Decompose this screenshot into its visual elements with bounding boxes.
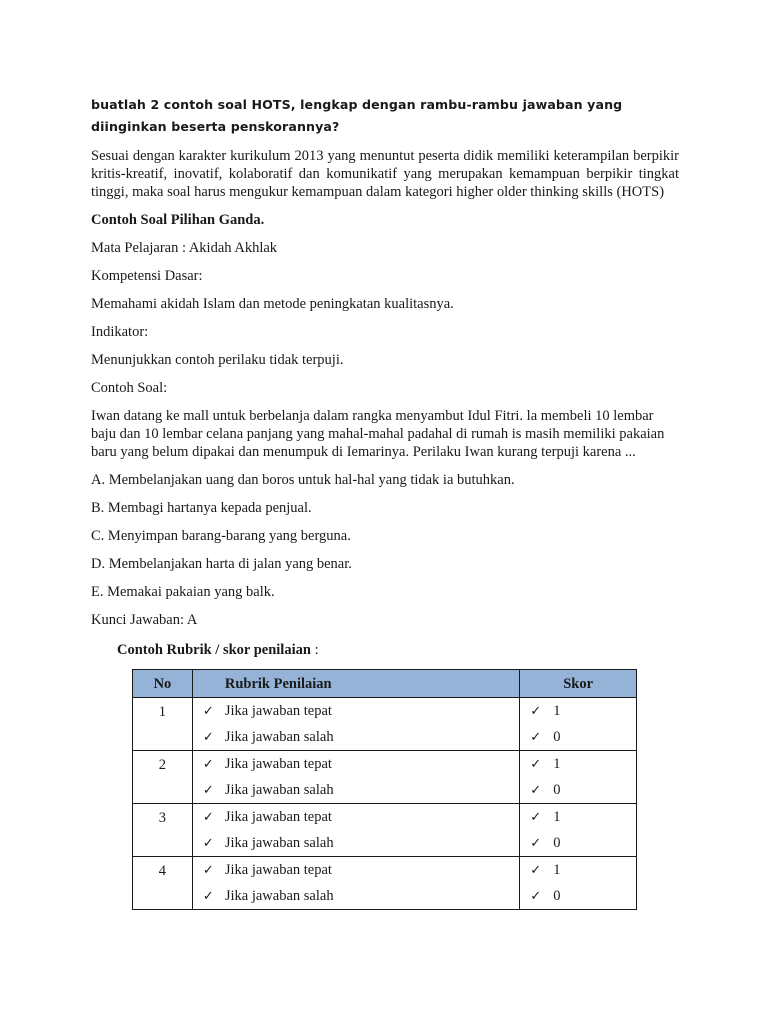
indikator-label: Indikator: <box>91 324 149 340</box>
header-rubrik: Rubrik Penilaian <box>192 670 519 698</box>
rubrik-item: Jika jawaban salah <box>224 835 334 851</box>
rubrik-item: Jika jawaban tepat <box>224 862 332 878</box>
check-icon: ✓ <box>530 704 542 719</box>
option-a: A. Membelanjakan uang dan boros untuk hal-hal yang tidak ia butuhkan. <box>91 472 515 488</box>
score-value: 1 <box>553 809 561 825</box>
option-e: E. Memakai pakaian yang balk. <box>91 584 275 600</box>
kompetensi-dasar-text: Memahami akidah Islam dan metode peningkatan kualitasnya. <box>91 296 454 312</box>
score-value: 1 <box>553 703 561 719</box>
header-no: No <box>133 670 193 698</box>
option-b: B. Membagi hartanya kepada penjual. <box>91 500 312 516</box>
rubrik-item: Jika jawaban salah <box>224 782 334 798</box>
check-icon: ✓ <box>202 730 214 745</box>
score-value: 0 <box>553 729 561 745</box>
check-icon: ✓ <box>202 783 214 798</box>
check-icon: ✓ <box>202 836 214 851</box>
question-title: buatlah 2 contoh soal HOTS, lengkap dengan rambu-rambu jawaban yang diinginkan beserta penskorannya? <box>91 97 623 134</box>
contoh-soal-label: Contoh Soal: <box>91 380 168 396</box>
row-no: 4 <box>133 857 193 910</box>
kompetensi-dasar-label: Kompetensi Dasar: <box>91 268 203 284</box>
section-title: Contoh Soal Pilihan Ganda. <box>91 212 265 228</box>
option-d: D. Membelanjakan harta di jalan yang benar. <box>91 556 352 572</box>
row-rubrik <box>192 804 519 857</box>
check-icon: ✓ <box>530 889 542 904</box>
option-c: C. Menyimpan barang-barang yang berguna. <box>91 528 351 544</box>
table-header-row <box>133 670 637 698</box>
row-skor <box>520 698 637 751</box>
score-value: 1 <box>553 756 561 772</box>
row-skor <box>520 804 637 857</box>
rubrik-table <box>132 669 637 910</box>
rubrik-item: Jika jawaban tepat <box>224 809 332 825</box>
row-rubrik <box>192 857 519 910</box>
rubrik-item: Jika jawaban tepat <box>224 703 332 719</box>
rubrik-heading-text: Contoh Rubrik / skor penilaian <box>117 642 311 658</box>
table-row <box>133 804 637 857</box>
row-skor <box>520 751 637 804</box>
check-icon: ✓ <box>530 730 542 745</box>
question-text: Iwan datang ke mall untuk berbelanja dalam rangka menyambut Idul Fitri. la membeli 10 lembar baju dan 10 lembar celana panjang yang mahal-mahal padahal di rumah is masih memiliki pakaian baru yang belum dipakai dan menumpuk di Iemarinya. Perilaku Iwan kurang terpuji karena ... <box>91 408 665 460</box>
check-icon: ✓ <box>202 889 214 904</box>
table-row <box>133 857 637 910</box>
check-icon: ✓ <box>202 863 214 878</box>
table-row <box>133 698 637 751</box>
score-value: 0 <box>553 835 561 851</box>
answer-key: Kunci Jawaban: A <box>91 612 198 628</box>
check-icon: ✓ <box>530 836 542 851</box>
row-rubrik <box>192 751 519 804</box>
rubrik-heading <box>117 641 679 659</box>
rubrik-heading-colon: : <box>314 642 319 658</box>
score-value: 0 <box>553 782 561 798</box>
score-value: 1 <box>553 862 561 878</box>
check-icon: ✓ <box>202 704 214 719</box>
rubrik-item: Jika jawaban tepat <box>224 756 332 772</box>
header-skor: Skor <box>520 670 637 698</box>
row-no: 1 <box>133 698 193 751</box>
score-value: 0 <box>553 888 561 904</box>
check-icon: ✓ <box>530 810 542 825</box>
check-icon: ✓ <box>530 757 542 772</box>
table-row <box>133 751 637 804</box>
rubrik-item: Jika jawaban salah <box>224 888 334 904</box>
row-skor <box>520 857 637 910</box>
indikator-text: Menunjukkan contoh perilaku tidak terpuji. <box>91 352 344 368</box>
rubrik-item: Jika jawaban salah <box>224 729 334 745</box>
check-icon: ✓ <box>202 810 214 825</box>
mata-pelajaran: Mata Pelajaran : Akidah Akhlak <box>91 240 278 256</box>
check-icon: ✓ <box>530 783 542 798</box>
check-icon: ✓ <box>530 863 542 878</box>
row-no: 3 <box>133 804 193 857</box>
row-no: 2 <box>133 751 193 804</box>
intro-paragraph: Sesuai dengan karakter kurikulum 2013 yang menuntut peserta didik memiliki keterampilan berpikir kritis-kreatif, inovatif, kolaboratif dan komunikatif yang merupakan kemampuan berpikir tingkat tinggi, maka soal harus mengukur kemampuan dalam kategori higher older thinking skills (HOTS) <box>91 148 679 200</box>
row-rubrik <box>192 698 519 751</box>
check-icon: ✓ <box>202 757 214 772</box>
document-page <box>91 94 679 910</box>
